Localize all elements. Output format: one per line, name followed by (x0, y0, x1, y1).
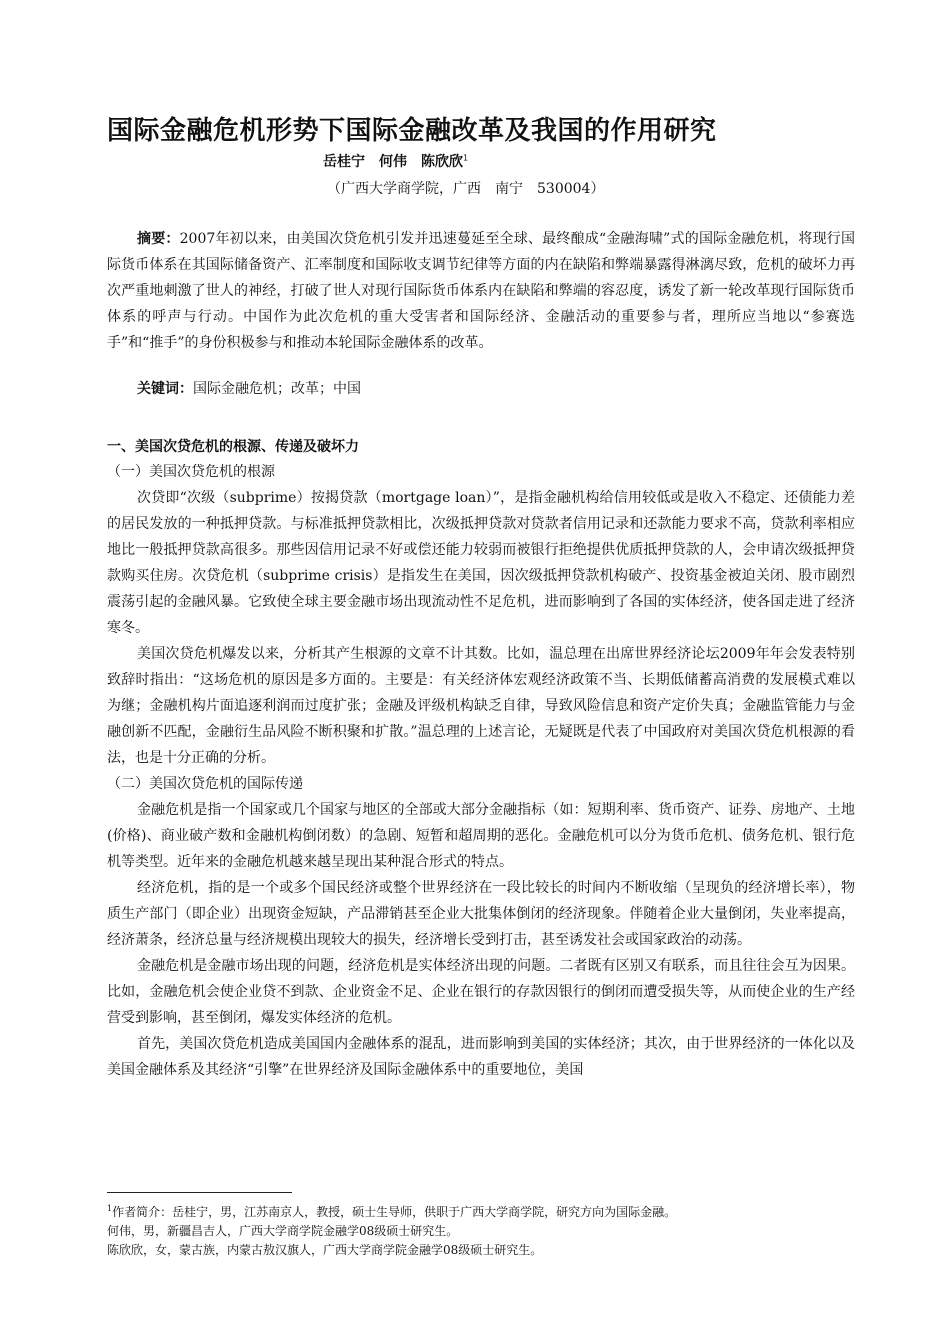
abstract-text: 2007年初以来，由美国次贷危机引发并迅速蔓延至全球、最终酿成“金融海啸”式的国际金融危机，将现行国际货币体系在其国际储备资产、汇率制度和国际收支调节纪律等方面的内在缺陷和弊端暴露得淋漓尽致，危机的破坏力再次严重地刺激了世人的神经，打破了世人对现行国际货币体系内在缺陷和弊端的容忍度，诱发了新一轮改革现行国际货币体系的呼声与行动。中国作为此次危机的重大受害者和国际经济、金融活动的重要参与者，理所应当地以“参赛选手”和“推手”的身份积极参与和推动本轮国际金融体系的改革。 (107, 231, 855, 351)
paragraph-6: 首先，美国次贷危机造成美国国内金融体系的混乱，进而影响到美国的实体经济；其次，由于世界经济的一体化以及美国金融体系及其经济“引擎”在世界经济及国际金融体系中的重要地位，美国 (107, 1036, 855, 1078)
footnote-1-text: 作者简介：岳桂宁，男，江苏南京人，教授，硕士生导师，供职于广西大学商学院，研究方向为国际金融。 (112, 1205, 677, 1219)
author-names: 岳桂宁 何伟 陈欣欣 (323, 154, 463, 170)
keywords (137, 376, 361, 402)
section-heading-1: 一、美国次贷危机的根源、传递及破坏力 (107, 439, 359, 455)
footnote-2: 何伟，男，新疆昌吉人，广西大学商学院金融学08级硕士研究生。 (107, 1224, 459, 1238)
author-line (323, 151, 468, 171)
author-footnote-marker: 1 (463, 153, 469, 163)
affiliation: （广西大学商学院，广西 南宁 530004） (327, 181, 605, 197)
footnote-marker: 1 (107, 1204, 113, 1213)
subsection-heading-2: （二）美国次贷危机的国际传递 (107, 776, 303, 792)
paragraph-4: 经济危机，指的是一个或多个国民经济或整个世界经济在一段比较长的时间内不断收缩（呈现负的经济增长率），物质生产部门（即企业）出现资金短缺，产品滞销甚至企业大批集体倒闭的经济现象。伴随着企业大量倒闭，失业率提高，经济萧条，经济总量与经济规模出现较大的损失，经济增长受到打击，甚至诱发社会或国家政治的动荡。 (107, 880, 855, 948)
paragraph-3: 金融危机是指一个国家或几个国家与地区的全部或大部分金融指标（如：短期利率、货币资产、证券、房地产、土地(价格)、商业破产数和金融机构倒闭数）的急剧、短暂和超周期的恶化。金融危机可以分为货币危机、债务危机、银行危机等类型。近年来的金融危机越来越呈现出某种混合形式的特点。 (107, 802, 855, 870)
paragraph-1: 次贷即“次级（subprime）按揭贷款（mortgage loan）”，是指金融机构给信用较低或是收入不稳定、还债能力差的居民发放的一种抵押贷款。与标准抵押贷款相比，次级抵押贷款对贷款者信用记录和还款能力要求不高，贷款利率相应地比一般抵押贷款高很多。那些因信用记录不好或偿还能力较弱而被银行拒绝提供优质抵押贷款的人，会申请次级抵押贷款购买住房。次贷危机（subprime crisis）是指发生在美国，因次级抵押贷款机构破产、投资基金被迫关闭、股市剧烈震荡引起的金融风暴。它致使全球主要金融市场出现流动性不足危机，进而影响到了各国的实体经济，使各国走进了经济寒冬。 (107, 490, 855, 636)
paragraph-2: 美国次贷危机爆发以来，分析其产生根源的文章不计其数。比如，温总理在出席世界经济论坛2009年年会发表特别致辞时指出：“这场危机的原因是多方面的。主要是：有关经济体宏观经济政策不当、长期低储蓄高消费的发展模式难以为继；金融机构片面追逐利润而过度扩张；金融及评级机构缺乏自律，导致风险信息和资产定价失真；金融监管能力与金融创新不匹配，金融衍生品风险不断积聚和扩散。”温总理的上述言论，无疑既是代表了中国政府对美国次贷危机根源的看法，也是十分正确的分析。 (107, 646, 855, 766)
paragraph-5: 金融危机是金融市场出现的问题，经济危机是实体经济出现的问题。二者既有区别又有联系，而且往往会互为因果。比如，金融危机会使企业贷不到款、企业资金不足、企业在银行的存款因银行的倒闭而遭受损失等，从而使企业的生产经营受到影响，甚至倒闭，爆发实体经济的危机。 (107, 958, 855, 1026)
footnote-3: 陈欣欣，女，蒙古族，内蒙古敖汉旗人，广西大学商学院金融学08级硕士研究生。 (107, 1243, 543, 1257)
section-1-body (107, 459, 855, 1083)
abstract (107, 226, 855, 356)
abstract-label: 摘要： (137, 231, 180, 247)
keywords-text: 国际金融危机；改革；中国 (193, 381, 361, 397)
paper-title: 国际金融危机形势下国际金融改革及我国的作用研究 (107, 116, 717, 146)
footnote-1 (107, 1199, 855, 1222)
footnotes (107, 1199, 855, 1260)
keywords-label: 关键词： (137, 381, 193, 397)
footnote-separator (107, 1192, 292, 1193)
subsection-heading-1: （一）美国次贷危机的根源 (107, 464, 275, 480)
